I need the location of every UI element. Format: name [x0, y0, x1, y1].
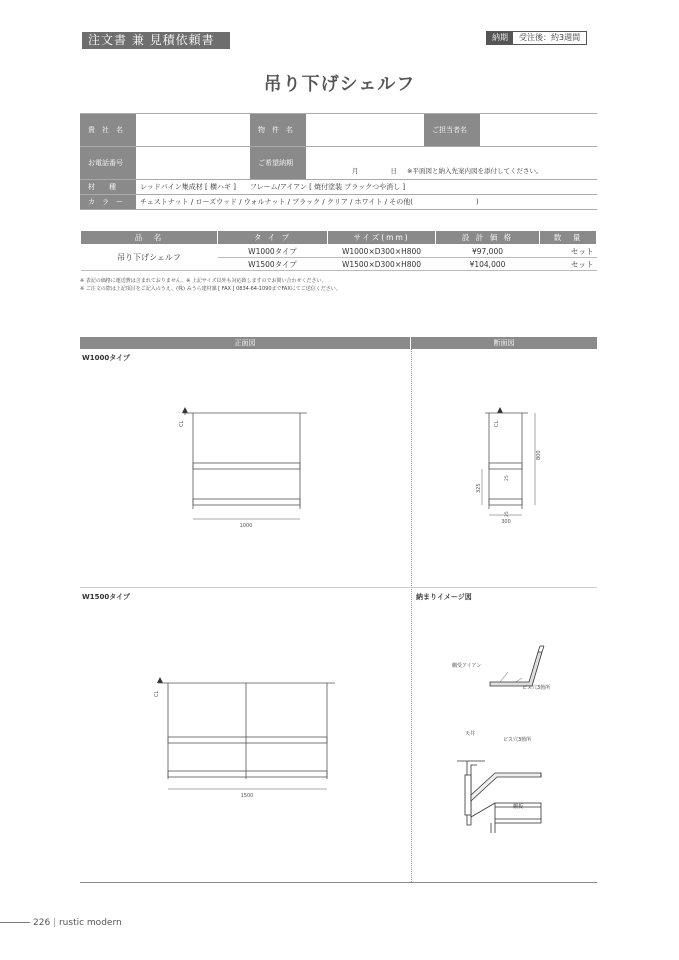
- document-type-badge: 注文書 兼 見積依頼書: [82, 32, 230, 49]
- bracket-detail-drawing: [450, 640, 560, 700]
- col-header-price: 設 計 価 格: [436, 231, 540, 245]
- product-name: 吊り下げシェルフ: [81, 245, 218, 271]
- dimension-1500: 1500: [240, 793, 254, 799]
- table-row: [81, 245, 597, 258]
- month-label: 月: [352, 167, 359, 175]
- phone-label: お電話番号: [80, 147, 136, 180]
- contact-label: ご担当者名: [424, 114, 480, 147]
- note-line: ※ 表記の価格に運送費は含まれておりません。※ 上記サイズ以外も対応致しますのでお問い合わせください。: [80, 278, 327, 284]
- cl-marker: CL: [154, 690, 160, 697]
- dimension-800: 800: [536, 450, 542, 460]
- front-view-header: 正面図: [80, 337, 410, 349]
- delivery-label: 納期: [487, 32, 513, 44]
- company-label: 貴 社 名: [80, 114, 136, 147]
- color-label: カ ラ ー: [80, 195, 136, 210]
- quantity-cell[interactable]: セット: [540, 258, 597, 271]
- section-divider: [411, 349, 412, 882]
- callout-ceiling: 天井: [465, 731, 476, 737]
- callout-shelf-board: 棚板: [513, 804, 524, 810]
- contact-field[interactable]: [480, 114, 597, 147]
- material-label: 材 種: [80, 180, 136, 195]
- dimension-300: 300: [501, 519, 511, 525]
- property-field[interactable]: [306, 114, 424, 147]
- page-footer: 226 | rustic modern: [0, 918, 122, 928]
- callout-bracket: 棚受アイアン: [452, 663, 482, 669]
- col-header-name: 品 名: [81, 231, 218, 245]
- product-table: [80, 230, 597, 271]
- assembly-detail-drawing: [455, 725, 550, 845]
- order-form: [80, 113, 597, 210]
- type-cell: W1500タイプ: [218, 258, 328, 271]
- w1500-label: W1500タイプ: [82, 593, 130, 601]
- note-line: ※ ご注文の際は上記項目をご記入のうえ、(株) みうら建材課 [ FAX ] 0834-64-1090までFAXにてご送信ください。: [80, 286, 341, 292]
- section-divider: [80, 882, 597, 883]
- drawing-section-header: [80, 337, 597, 349]
- property-label: 物 件 名: [250, 114, 306, 147]
- plan-note: ※平面図と納入先案内図を添付してください。: [407, 167, 543, 175]
- side-section-drawing: [470, 405, 550, 530]
- dimension-325: 325: [476, 483, 482, 493]
- day-label: 日: [390, 167, 397, 175]
- side-view-header: 断面図: [411, 337, 597, 349]
- w1000-front-drawing: [175, 405, 315, 535]
- delivery-date-label: ご希望納期: [250, 147, 306, 180]
- page-title: 吊り下げシェルフ: [263, 74, 416, 95]
- install-label: 納まりイメージ図: [416, 593, 472, 601]
- dimension-1000: 1000: [239, 523, 253, 529]
- footer-rule: [0, 922, 30, 923]
- col-header-quantity: 数 量: [540, 231, 597, 245]
- type-cell: W1000タイプ: [218, 245, 328, 258]
- col-header-type: タ イ プ: [218, 231, 328, 245]
- cl-marker: CL: [494, 420, 500, 427]
- notes: [80, 277, 341, 293]
- company-field[interactable]: [136, 114, 250, 147]
- price-cell: ¥97,000: [436, 245, 540, 258]
- size-cell: W1500×D300×H800: [328, 258, 436, 271]
- size-cell: W1000×D300×H800: [328, 245, 436, 258]
- color-value: チェストナット / ローズウッド / ウォルナット / ブラック / クリア / ホワイト / その他( ): [136, 195, 597, 210]
- price-cell: ¥104,000: [436, 258, 540, 271]
- dimension-25-upper: 25: [505, 475, 510, 481]
- quantity-cell[interactable]: セット: [540, 245, 597, 258]
- callout-screw-holes-2: ビス穴3箇所: [503, 737, 532, 743]
- phone-field[interactable]: [136, 147, 250, 180]
- delivery-box: [486, 31, 587, 45]
- callout-screw-holes: ビス穴3箇所: [522, 685, 551, 691]
- w1500-front-drawing: [150, 675, 340, 805]
- delivery-value: 受注後：約3週間: [519, 33, 581, 42]
- material-value: レッドパイン集成材 [ 横ハギ ] フレーム/アイアン [ 焼付塗装 ブラックつや消し ]: [136, 180, 597, 195]
- section-divider: [80, 587, 597, 588]
- series-name: rustic modern: [58, 918, 122, 928]
- cl-marker: CL: [179, 420, 185, 427]
- dimension-25-lower: 25: [505, 511, 510, 517]
- col-header-size: サイズ(mm): [328, 231, 436, 245]
- delivery-date-field[interactable]: [306, 147, 597, 180]
- page-number: 226: [33, 918, 51, 928]
- w1000-label: W1000タイプ: [82, 354, 130, 362]
